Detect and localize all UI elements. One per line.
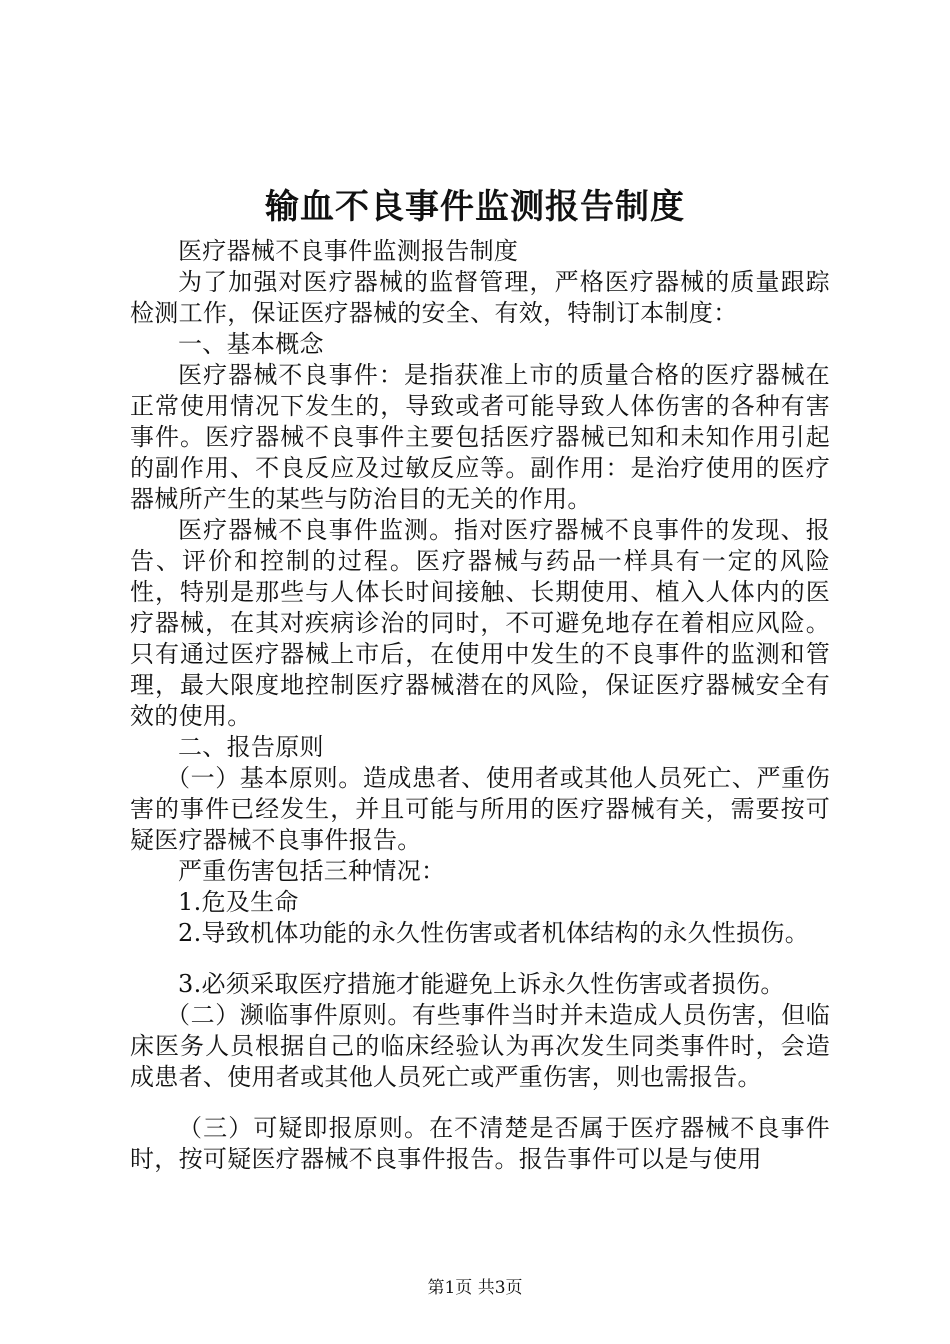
- paragraph-serious-injury-intro: 严重伤害包括三种情况：: [178, 857, 446, 885]
- list-item-life-threatening: 1.危及生命: [178, 888, 299, 916]
- list-item-permanent-damage: 2.导致机体功能的永久性伤害或者机体结构的永久性损伤。: [178, 919, 809, 947]
- list-item-medical-intervention: 3.必须采取医疗措施才能避免上诉永久性伤害或者损伤。: [178, 970, 785, 998]
- page-footer: 第1页 共3页: [427, 1278, 523, 1298]
- paragraph-subtitle: 医疗器械不良事件监测报告制度: [178, 237, 519, 265]
- document-title: 输血不良事件监测报告制度: [265, 187, 685, 227]
- paragraph-adverse-event-definition: 医疗器械不良事件：是指获准上市的质量合格的医疗器械在正常使用情况下发生的，导致或者可能导致人体伤害的各种有害事件。医疗器械不良事件主要包括医疗器械已知和未知作用引起的副作用、不良反应及过敏反应等。副作用：是治疗使用的医疗器械所产生的某些与防治目的无关的作用。: [130, 361, 830, 513]
- document-body: [130, 236, 830, 1175]
- section-heading-reporting-principles: 二、报告原则: [178, 733, 324, 761]
- paragraph-basic-principle: （一）基本原则。造成患者、使用者或其他人员死亡、严重伤害的事件已经发生，并且可能与所用的医疗器械有关，需要按可疑医疗器械不良事件报告。: [130, 764, 830, 854]
- paragraph-intro: 为了加强对医疗器械的监督管理，严格医疗器械的质量跟踪检测工作，保证医疗器械的安全、有效，特制订本制度：: [130, 268, 830, 327]
- paragraph-monitoring-definition: 医疗器械不良事件监测。指对医疗器械不良事件的发现、报告、评价和控制的过程。医疗器械与药品一样具有一定的风险性，特别是那些与人体长时间接触、长期使用、植入人体内的医疗器械，在其对疾病诊治的同时，不可避免地存在着相应风险。只有通过医疗器械上市后，在使用中发生的不良事件的监测和管理，最大限度地控制医疗器械潜在的风险，保证医疗器械安全有效的使用。: [130, 516, 830, 730]
- section-heading-basic-concepts: 一、基本概念: [178, 330, 324, 358]
- paragraph-near-miss-principle: （二）濒临事件原则。有些事件当时并未造成人员伤害，但临床医务人员根据自己的临床经验认为再次发生同类事件时，会造成患者、使用者或其他人员死亡或严重伤害，则也需报告。: [130, 1001, 830, 1091]
- paragraph-suspect-report-principle: （三）可疑即报原则。在不清楚是否属于医疗器械不良事件时，按可疑医疗器械不良事件报告。报告事件可以是与使用: [130, 1114, 830, 1173]
